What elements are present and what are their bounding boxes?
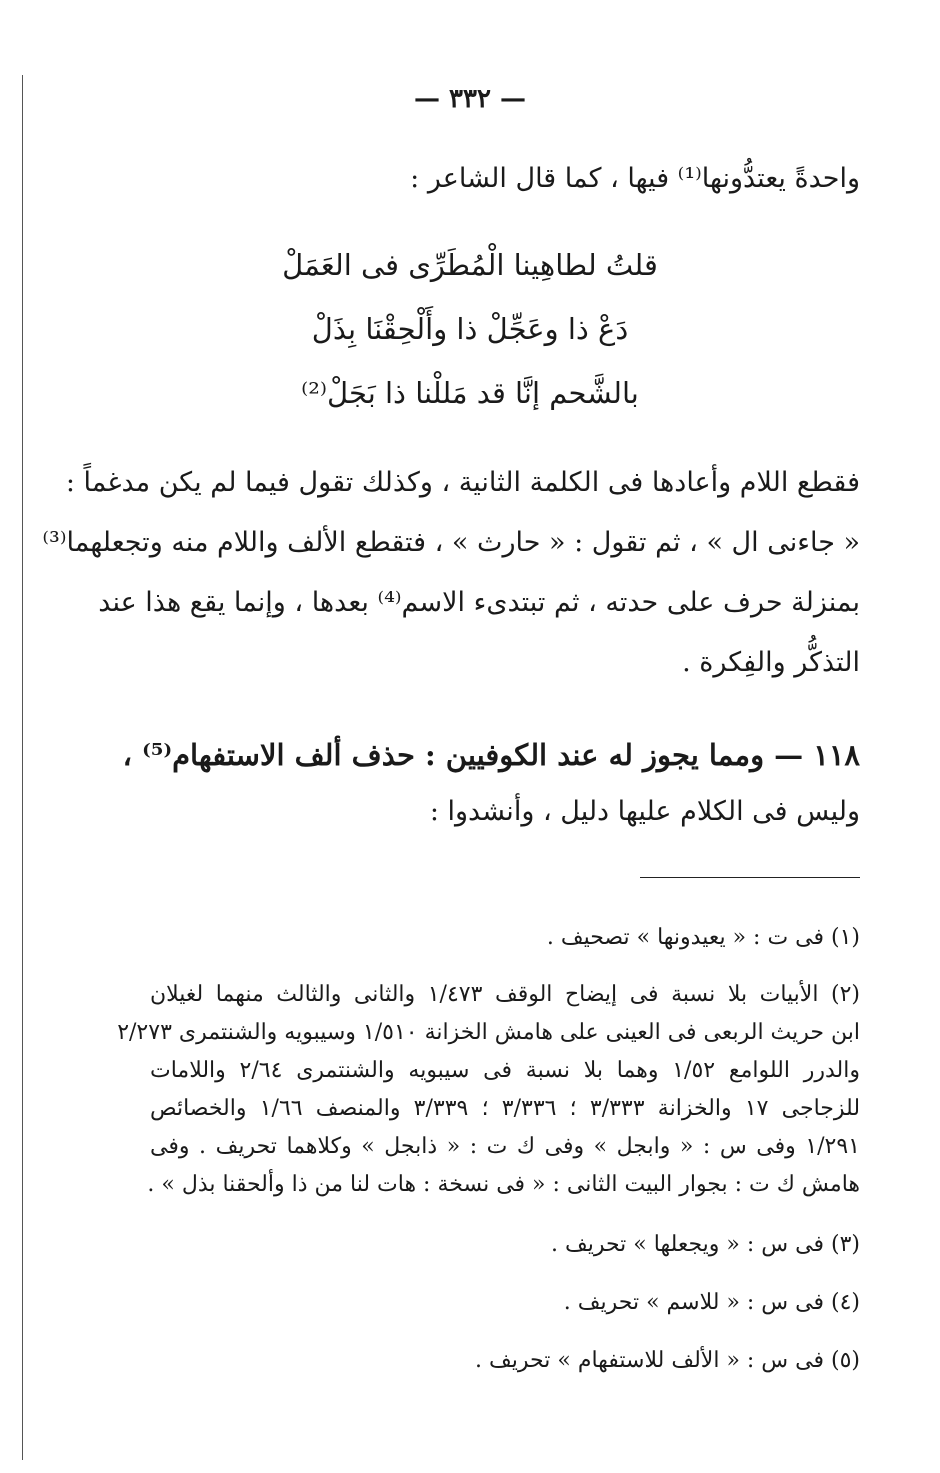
footnote: (٥) فى س : « الألف للاستفهام » تحريف . <box>475 1348 860 1373</box>
footnote: والدرر اللوامع ١/٥٢ وهما بلا نسبة فى سيبويه والشنتمرى ٢/٦٤ واللامات <box>150 1058 860 1083</box>
footnote: (٤) فى س : « للاسم » تحريف . <box>563 1290 860 1315</box>
paragraph-line: بمنزلة حرف على حدته ، ثم تبتدىء الاسم⁽⁴⁾ بعدها ، وإنما يقع هذا عند <box>98 587 860 618</box>
verse-line: قلتُ لطاهِينا الْمُطَرِّى فى العَمَلْ <box>282 248 658 282</box>
intro-line: واحدةً يعتدُّونها⁽¹⁾ فيها ، كما قال الشاعر : <box>410 163 860 194</box>
verse-line: بالشَّحم إنَّا قد مَللْنا ذا بَجَلْ⁽²⁾ <box>301 376 639 410</box>
section-line: وليس فى الكلام عليها دليل ، وأنشدوا : <box>429 796 860 827</box>
footnote: هامش ك ت : بجوار البيت الثانى : « فى نسخة : هات لنا من ذا وألحقنا بذل » . <box>147 1172 860 1197</box>
paragraph-line: « جاءنى ال » ، ثم تقول : « حارث » ، فتقطع الألف واللام منه وتجعلهما⁽³⁾ <box>42 527 860 558</box>
footnote-separator <box>640 877 860 878</box>
section-heading-line: ١١٨ — ومما يجوز له عند الكوفيين : حذف ألف الاستفهام⁽⁵⁾ ، <box>122 738 860 772</box>
footnote: ابن حريث الربعى فى العينى على هامش الخزانة ١/٥١٠ وسيبويه والشنتمرى ٢/٢٧٣ <box>117 1020 860 1045</box>
left-margin-rule <box>22 75 23 1460</box>
page-number: — ٣٣٢ — <box>413 84 527 114</box>
paragraph-line: التذكُّر والفِكرة . <box>682 647 860 678</box>
footnote: (٣) فى س : « ويجعلها » تحريف . <box>550 1232 860 1257</box>
paragraph-line: فقطع اللام وأعادها فى الكلمة الثانية ، وكذلك تقول فيما لم يكن مدغماً : <box>65 467 860 498</box>
footnote: (٢) الأبيات بلا نسبة فى إيضاح الوقف ١/٤٧٣ والثانى والثالث منهما لغيلان <box>150 982 860 1007</box>
verse-line: دَعْ ذا وعَجِّلْ ذا وأَلْحِقْنَا بِذَلْ <box>311 312 629 346</box>
footnote: (١) فى ت : « يعيدونها » تصحيف . <box>546 925 860 950</box>
footnote: ١/٢٩١ وفى س : « وابجل » وفى ك ت : « ذابجل » وكلاهما تحريف . وفى <box>150 1134 860 1159</box>
footnote: للزجاجى ١٧ والخزانة ٣/٣٣٣ ؛ ٣/٣٣٦ ؛ ٣/٣٣٩ والمنصف ١/٦٦ والخصائص <box>150 1096 861 1121</box>
